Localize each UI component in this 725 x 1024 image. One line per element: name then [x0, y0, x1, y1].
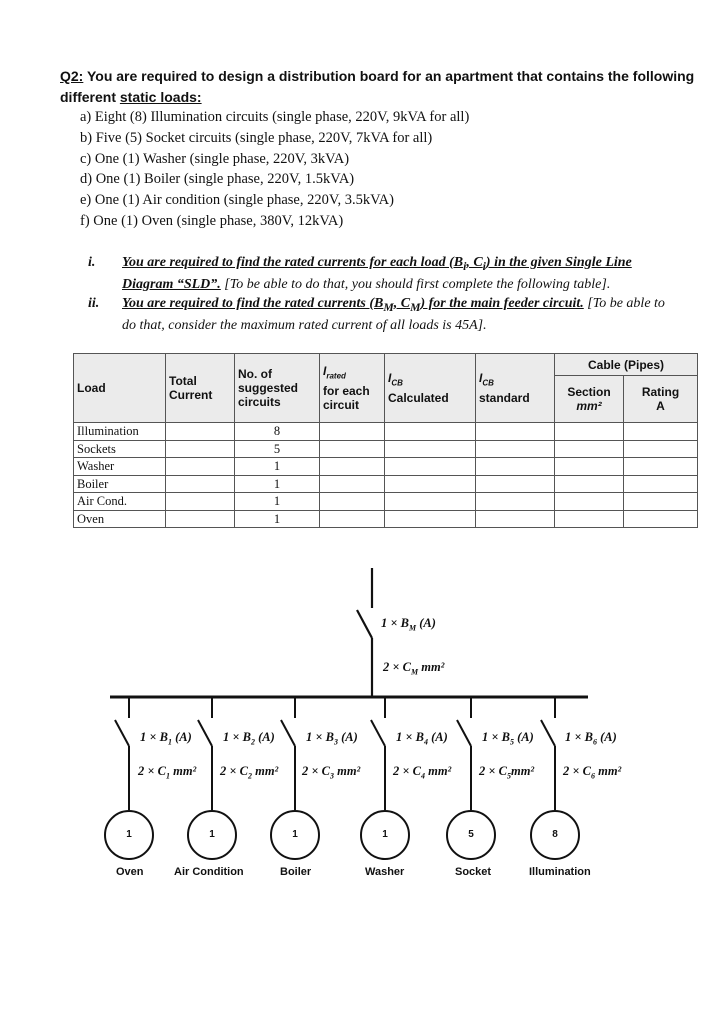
cell-blank[interactable] [166, 475, 235, 493]
icb-sub: CB [482, 378, 494, 388]
cell-blank[interactable] [555, 510, 624, 528]
irated-rest: for each circuit [323, 383, 370, 412]
load-name: Washer [365, 866, 405, 878]
cell-blank[interactable] [555, 475, 624, 493]
task-lead: You are required to find the rated currents (B [122, 296, 384, 311]
cell-blank[interactable] [624, 475, 698, 493]
cell-blank[interactable] [624, 510, 698, 528]
task-lead: , C [393, 296, 411, 311]
table-row [74, 423, 698, 441]
col-irated [320, 354, 385, 423]
row-load: Illumination [74, 423, 166, 441]
cell-blank[interactable] [166, 510, 235, 528]
load-item: e) One (1) Air condition (single phase, 220V, 3.5kVA) [80, 192, 394, 209]
load-count: 5 [468, 829, 474, 840]
branch-cable-label: $2 \times C_3$ mm² [302, 764, 361, 781]
branch-breaker-label: $1 \times B_2$ (A) [223, 730, 275, 747]
task-note: [To be able to do that, consider the maximum rated current of all loads is 45A]. [122, 296, 665, 333]
branch-breaker-label: $1 \times B_3$ (A) [306, 730, 358, 747]
cell-blank[interactable] [166, 440, 235, 458]
main-cable-label: $2 \times C_M$ mm² [383, 660, 445, 677]
rating-label: Rating [641, 385, 680, 399]
cell-blank[interactable] [476, 510, 555, 528]
col-section [555, 376, 624, 423]
question-text: You are required to design a distribution board for an apartment that contains the following different [60, 68, 695, 105]
load-table [73, 353, 698, 528]
row-load: Washer [74, 458, 166, 476]
row-circuits: 1 [235, 510, 320, 528]
icb-symbol: I [388, 371, 392, 386]
load-name: Air Condition [174, 866, 244, 878]
load-name: Boiler [280, 866, 312, 878]
cell-blank[interactable] [555, 423, 624, 441]
cell-blank[interactable] [555, 458, 624, 476]
cell-blank[interactable] [320, 458, 385, 476]
cell-blank[interactable] [320, 423, 385, 441]
section-unit: mm² [576, 399, 602, 413]
row-load: Sockets [74, 440, 166, 458]
task-roman: i. [88, 255, 96, 270]
rating-unit: A [656, 399, 665, 413]
cell-blank[interactable] [476, 493, 555, 511]
branch-breaker-label: $1 \times B_6$ (A) [565, 730, 617, 747]
row-load: Boiler [74, 475, 166, 493]
col-load: Load [74, 354, 166, 423]
cell-blank[interactable] [476, 458, 555, 476]
cell-blank[interactable] [320, 510, 385, 528]
row-circuits: 8 [235, 423, 320, 441]
table-row [74, 475, 698, 493]
table-row [74, 458, 698, 476]
main-breaker-switch [357, 610, 372, 638]
task-lead: ) for the main feeder circuit. [420, 296, 584, 311]
cell-blank[interactable] [320, 475, 385, 493]
row-circuits: 1 [235, 475, 320, 493]
branch-breaker-switch [457, 720, 471, 746]
table-row [74, 440, 698, 458]
cell-blank[interactable] [624, 440, 698, 458]
col-cable: Cable (Pipes) [555, 354, 698, 376]
cell-blank[interactable] [624, 423, 698, 441]
task-sub: i [463, 259, 467, 273]
irated-symbol: I [323, 364, 327, 379]
load-item: f) One (1) Oven (single phase, 380V, 12kVA) [80, 212, 344, 229]
load-item: a) Eight (8) Illumination circuits (single phase, 220V, 9kVA for all) [80, 109, 470, 125]
load-count: 1 [209, 829, 215, 840]
cell-blank[interactable] [166, 493, 235, 511]
load-name: Illumination [529, 866, 591, 878]
branch-breaker-switch [541, 720, 555, 746]
irated-sub: rated [326, 371, 346, 381]
task-roman: ii. [88, 296, 100, 311]
cell-blank[interactable] [166, 423, 235, 441]
col-total-current: Total Current [166, 354, 235, 423]
task-note: [To be able to do that, you should first complete the following table]. [220, 276, 611, 292]
branch-breaker-switch [371, 720, 385, 746]
table-row [74, 510, 698, 528]
branch-cable-label: $2 \times C_6$ mm² [563, 764, 622, 781]
load-item: c) One (1) Washer (single phase, 220V, 3kVA) [80, 150, 350, 167]
task-lead: ) in the given Single Line Diagram “SLD”. [122, 255, 632, 292]
load-count: 1 [126, 829, 132, 840]
load-item: d) One (1) Boiler (single phase, 220V, 1.5kVA) [80, 171, 355, 188]
row-circuits: 1 [235, 458, 320, 476]
cell-blank[interactable] [555, 493, 624, 511]
branch-breaker-label: $1 \times B_4$ (A) [396, 730, 448, 747]
section-label: Section [567, 385, 611, 399]
load-count: 1 [382, 829, 388, 840]
load-count: 8 [552, 829, 558, 840]
cell-blank[interactable] [320, 440, 385, 458]
cell-blank[interactable] [385, 423, 476, 441]
task-sub: i [482, 259, 486, 273]
branch-cable-label: $2 \times C_5mm^2$ [479, 764, 535, 781]
cell-blank[interactable] [385, 440, 476, 458]
load-count: 1 [292, 829, 298, 840]
question-heading [60, 66, 700, 108]
row-load: Oven [74, 510, 166, 528]
task-sub: M [383, 300, 394, 314]
cell-blank[interactable] [476, 423, 555, 441]
cell-blank[interactable] [385, 493, 476, 511]
main-breaker-label: $1 \times B_M$ (A) [381, 616, 436, 633]
question-number: Q2: [60, 68, 84, 84]
icb-sub: CB [391, 378, 403, 388]
single-line-diagram [0, 560, 725, 890]
branch-breaker-label: $1 \times B_1$ (A) [140, 730, 192, 747]
load-item: b) Five (5) Socket circuits (single phase, 220V, 7kVA for all) [80, 129, 433, 146]
load-name: Socket [455, 866, 492, 878]
cell-blank[interactable] [476, 440, 555, 458]
table-row [74, 493, 698, 511]
cell-blank[interactable] [385, 458, 476, 476]
branch-breaker-switch [115, 720, 129, 746]
icb-rest: Calculated [388, 390, 449, 405]
branch-cable-label: $2 \times C_2$ mm² [220, 764, 279, 781]
icb-rest: standard [479, 390, 530, 405]
cell-blank[interactable] [320, 493, 385, 511]
branch-cable-label: $2 \times C_1$ mm² [138, 764, 197, 781]
row-load: Air Cond. [74, 493, 166, 511]
cell-blank[interactable] [476, 475, 555, 493]
cell-blank[interactable] [555, 440, 624, 458]
row-circuits: 1 [235, 493, 320, 511]
load-name: Oven [116, 866, 144, 878]
row-circuits: 5 [235, 440, 320, 458]
question-underlined: static loads: [119, 89, 202, 105]
cell-blank[interactable] [385, 475, 476, 493]
cell-blank[interactable] [624, 458, 698, 476]
cell-blank[interactable] [624, 493, 698, 511]
task-lead: , C [466, 255, 483, 270]
branch-breaker-label: $1 \times B_5$ (A) [482, 730, 534, 747]
cell-blank[interactable] [385, 510, 476, 528]
task-lead: You are required to find the rated currents for each load (B [122, 255, 464, 270]
cell-blank[interactable] [166, 458, 235, 476]
col-suggested: No. of suggested circuits [235, 354, 320, 423]
col-icb-calculated [385, 354, 476, 423]
col-icb-standard [476, 354, 555, 423]
task-sub: M [410, 300, 421, 314]
icb-symbol: I [479, 371, 483, 386]
branch-breaker-switch [281, 720, 295, 746]
load-list [80, 107, 469, 232]
branch-cable-label: $2 \times C_4$ mm² [393, 764, 452, 781]
col-rating [624, 376, 698, 423]
branch-breaker-switch [198, 720, 212, 746]
